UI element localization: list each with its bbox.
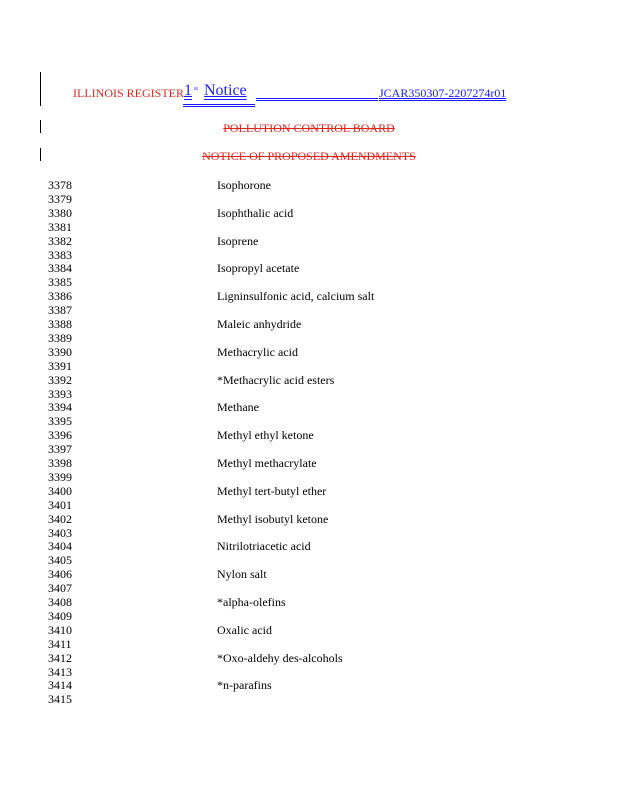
line-number: 3408: [48, 595, 72, 609]
line-number: 3396: [48, 428, 72, 443]
line-number: 3412: [48, 650, 72, 665]
line-number: 3407: [48, 581, 72, 596]
chemical-entry: Methyl tert-butyl ether: [217, 483, 327, 498]
chemical-entry: Methane: [217, 400, 259, 415]
line-number: 3387: [48, 303, 72, 318]
line-number: 3399: [48, 469, 72, 484]
agency-heading: POLLUTION CONTROL BOARD: [223, 121, 395, 135]
chemical-entry: Maleic anhydride: [217, 317, 302, 331]
line-number: 3390: [48, 344, 72, 359]
chemical-entry: *n-parafins: [217, 678, 272, 693]
chemical-entry: Isoprene: [217, 233, 259, 248]
line-number: 3394: [48, 400, 72, 415]
line-number: 3378: [48, 178, 72, 192]
notice-title: NOTICE OF PROPOSED AMENDMENTS: [202, 149, 416, 163]
chemical-entry: Methyl methacrylate: [217, 456, 317, 470]
line-number: 3413: [48, 664, 72, 679]
inserted-underline: [256, 98, 378, 101]
line-number: 3384: [48, 261, 72, 276]
line-number: 3392: [48, 372, 72, 387]
line-number: 3414: [48, 678, 72, 693]
line-number: 3410: [48, 622, 72, 637]
line-number: 3388: [48, 317, 72, 331]
chemical-entry: Methyl isobutyl ketone: [217, 511, 329, 526]
line-number: 3401: [48, 497, 72, 512]
line-number: 3393: [48, 386, 72, 401]
line-number: 3409: [48, 608, 72, 623]
chemical-entry: Nylon salt: [217, 567, 267, 582]
line-number: 3386: [48, 289, 72, 304]
chemical-entry: *Methacrylic acid esters: [217, 372, 335, 387]
line-number: 3389: [48, 330, 72, 345]
line-number: 3411: [48, 636, 72, 651]
chemical-entry: Isopropyl acetate: [217, 261, 300, 276]
jcar-identifier: JCAR350307-2207274r01: [379, 86, 507, 100]
line-number: 3398: [48, 456, 72, 470]
chemical-entry: Oxalic acid: [217, 622, 272, 637]
chemical-entry: Methyl ethyl ketone: [217, 428, 314, 443]
line-number: 3395: [48, 414, 72, 429]
chemical-entry: Isophorone: [217, 178, 271, 192]
line-number: 3404: [48, 539, 72, 554]
line-number: 3380: [48, 205, 72, 220]
page-header: [73, 82, 533, 112]
line-number: 3379: [48, 191, 72, 206]
line-number: 3402: [48, 511, 72, 526]
chemical-entry: Isophthalic acid: [217, 205, 294, 220]
line-number: 3415: [48, 692, 72, 707]
chemical-entry: *Oxo-aldehy des-alcohols: [217, 650, 343, 665]
line-number: 3400: [48, 483, 72, 498]
line-number: 3383: [48, 247, 72, 262]
line-number: 3381: [48, 219, 72, 234]
chemical-entry: Nitrilotriacetic acid: [217, 539, 311, 554]
chemical-entry: *alpha-olefins: [217, 595, 286, 609]
line-number: 3406: [48, 567, 72, 582]
line-number: 3405: [48, 553, 72, 568]
inserted-notice-text: Notice: [204, 82, 247, 99]
line-number: 3403: [48, 525, 72, 540]
line-number: 3385: [48, 275, 72, 290]
inserted-issue-number: 1: [184, 82, 192, 99]
line-number: 3397: [48, 442, 72, 457]
inserted-underline-lower: [183, 104, 255, 107]
line-number: 3382: [48, 233, 72, 248]
chemical-entry: Ligninsulfonic acid, calcium salt: [217, 289, 375, 304]
inserted-superscript: st: [194, 86, 199, 92]
register-title: ILLINOIS REGISTER: [73, 86, 184, 100]
line-number: 3391: [48, 358, 72, 373]
chemical-entry: Methacrylic acid: [217, 344, 298, 359]
change-bar: [40, 72, 41, 106]
